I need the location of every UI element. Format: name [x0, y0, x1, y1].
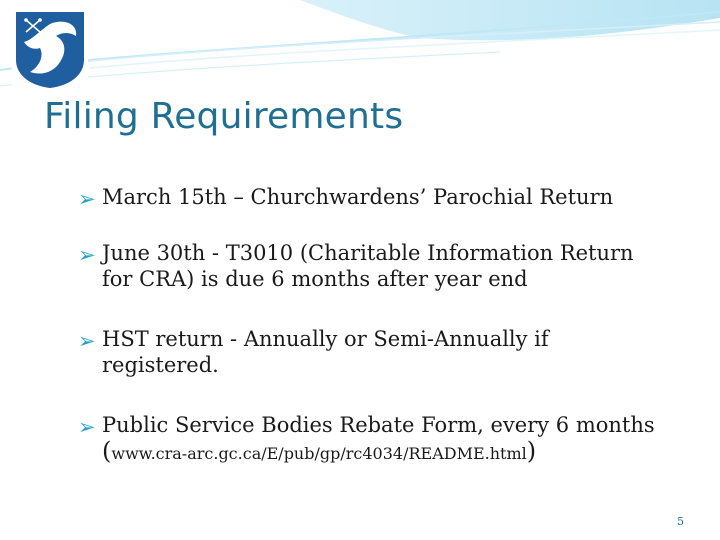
bullet-text: March 15th – Churchwardens’ Parochial Return — [102, 185, 614, 209]
bullet-item — [78, 240, 634, 292]
bullet-text: June 30th - T3010 (Charitable Information Return — [102, 241, 634, 265]
arrow-bullet-icon: ➢ — [78, 187, 96, 211]
slide-number: 5 — [677, 515, 684, 528]
slide-title: Filing Requirements — [44, 96, 404, 137]
arrow-bullet-icon: ➢ — [78, 415, 96, 439]
bullet-text: HST return - Annually or Semi-Annually if — [102, 327, 549, 351]
dove-crest-logo — [12, 10, 88, 90]
bullet-text: Public Service Bodies Rebate Form, every 6 months — [102, 413, 655, 437]
arrow-bullet-icon: ➢ — [78, 329, 96, 353]
bullet-item — [78, 184, 613, 214]
close-paren: ) — [526, 437, 537, 465]
open-paren: ( — [102, 437, 112, 465]
bullet-item — [78, 412, 655, 467]
bullet-text-continued — [102, 438, 655, 467]
bullet-text-continued: for CRA) is due 6 months after year end — [102, 267, 528, 291]
header-swoosh-decoration — [0, 0, 720, 110]
bullet-text-continued: registered. — [102, 353, 219, 377]
rebate-form-url[interactable]: www.cra-arc.gc.ca/E/pub/gp/rc4034/README.html — [111, 444, 527, 463]
arrow-bullet-icon: ➢ — [78, 243, 96, 267]
bullet-item — [78, 326, 549, 378]
